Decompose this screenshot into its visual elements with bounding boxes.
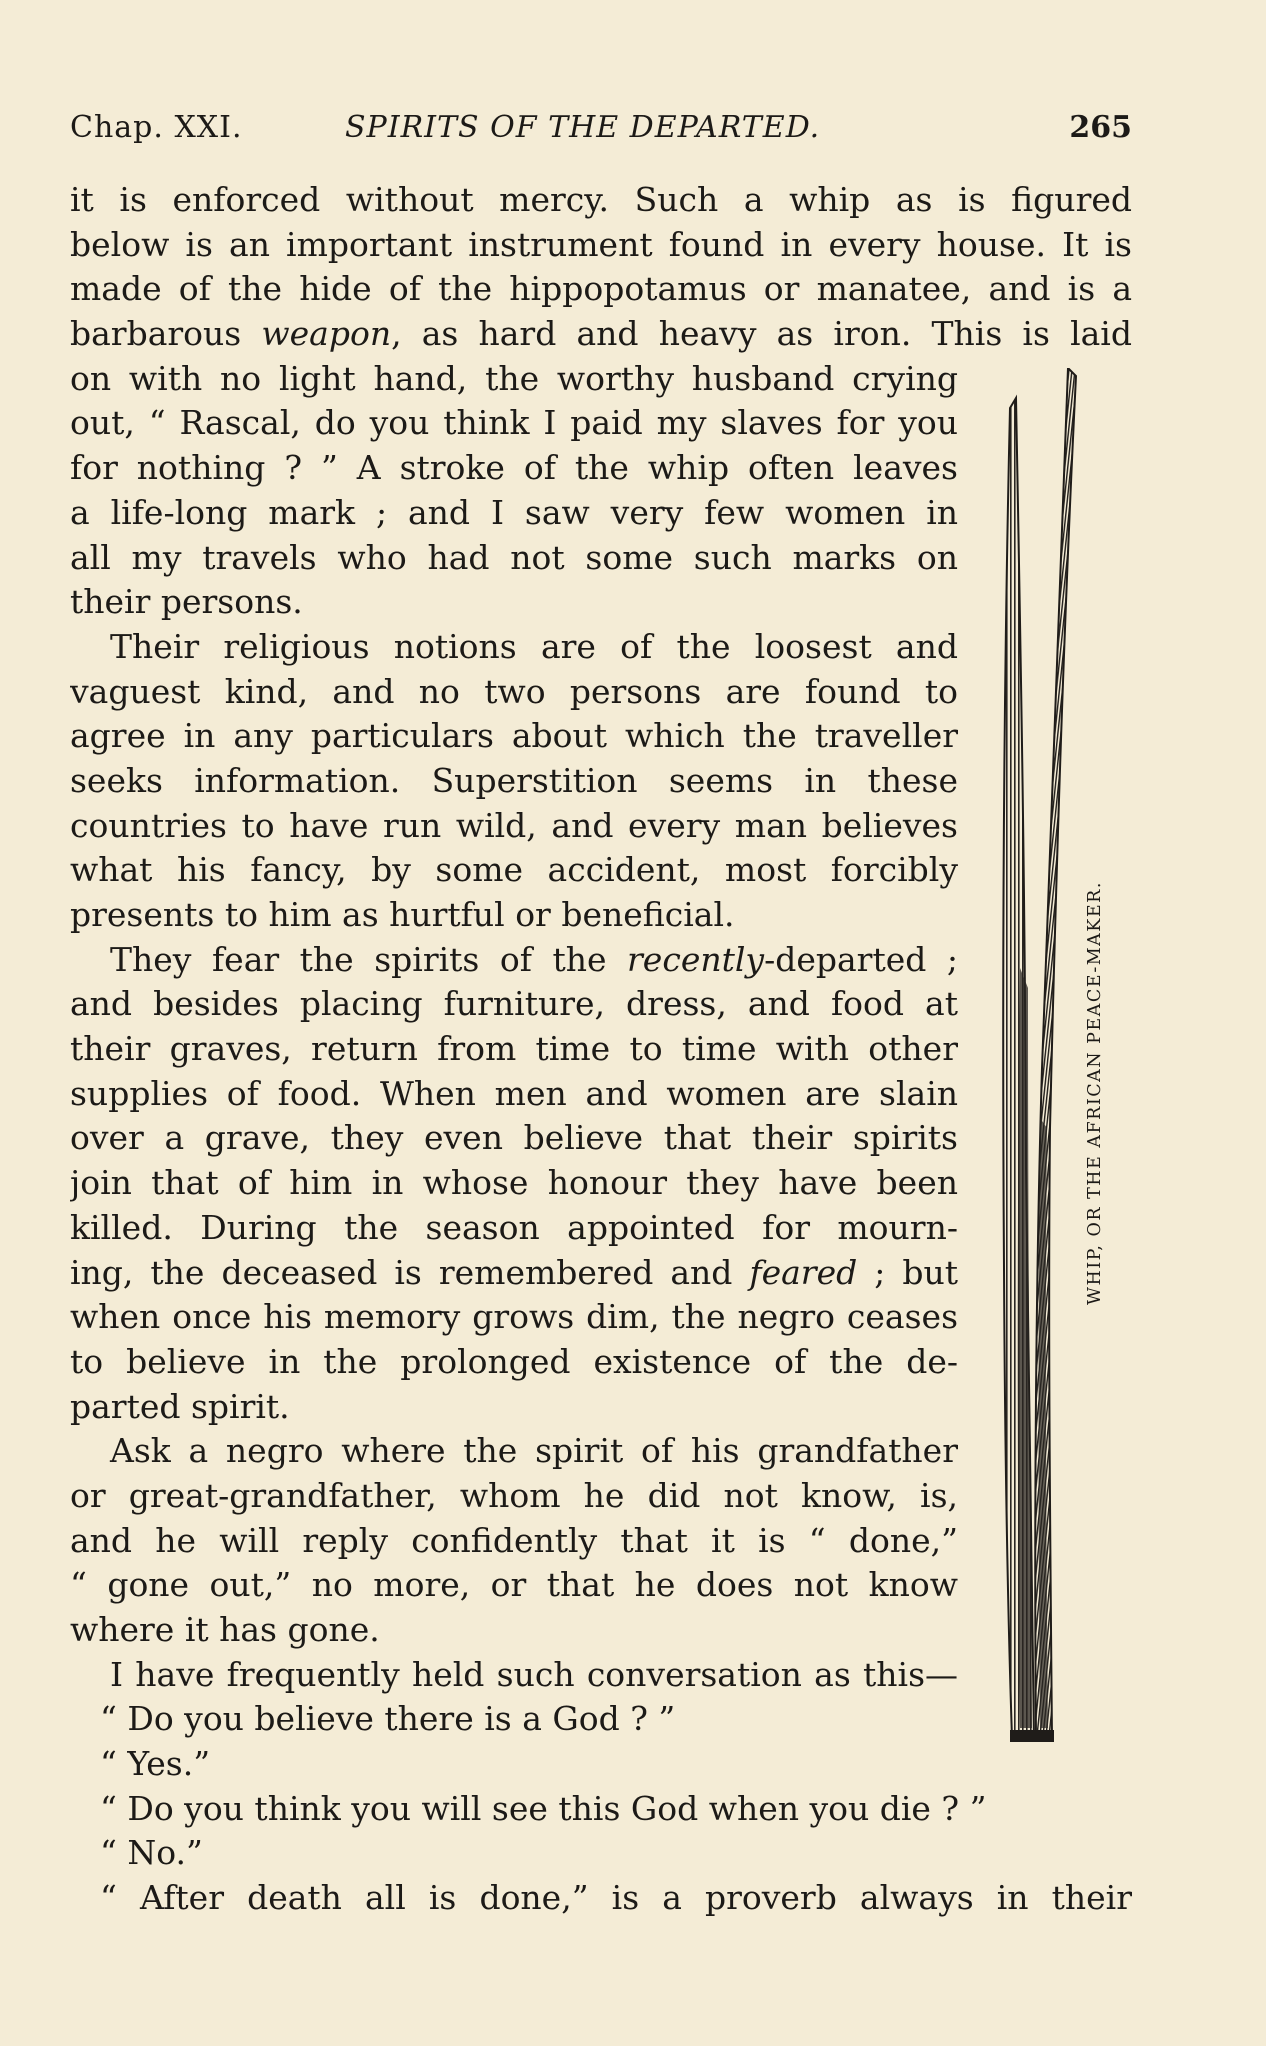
text-line: for nothing ? ” A stroke of the whip often leaves	[70, 448, 958, 488]
text-line: “ Do you believe there is a God ? ”	[100, 1699, 676, 1739]
text-line: “ After death all is done,” is a proverb always in their	[100, 1878, 1132, 1918]
text-line: all my travels who had not some such marks on	[70, 537, 958, 577]
text-line: “ Yes.”	[100, 1744, 211, 1784]
text-line: out, “ Rascal, do you think I paid my slaves for you	[70, 403, 958, 443]
text-line: ing, the deceased is remembered and feared ; but	[70, 1252, 958, 1292]
text-line: join that of him in whose honour they have been	[70, 1163, 958, 1203]
whip-illustration	[990, 368, 1090, 1748]
text-line: on with no light hand, the worthy husband crying	[70, 358, 958, 398]
text-line: presents to him as hurtful or beneficial.	[70, 895, 735, 934]
text-line: “ Do you think you will see this God when you die ? ”	[100, 1788, 987, 1828]
running-title: SPIRITS OF THE DEPARTED.	[345, 110, 821, 145]
page-number: 265	[1069, 110, 1132, 145]
text-line: Their religious notions are of the loosest and	[110, 626, 958, 666]
text-line: I have frequently held such conversation as this—	[110, 1654, 958, 1694]
running-header	[70, 110, 1132, 154]
text-line: below is an important instrument found in every house. It is	[70, 224, 1132, 264]
text-line: or great-grandfather, whom he did not know, is,	[70, 1475, 958, 1515]
text-line: “ gone out,” no more, or that he does not know	[70, 1565, 958, 1605]
text-line: Ask a negro where the spirit of his grandfather	[110, 1431, 958, 1471]
chapter-label: Chap. XXI.	[70, 110, 243, 145]
text-line: agree in any particulars about which the traveller	[70, 716, 958, 756]
text-line: barbarous weapon, as hard and heavy as iron. This is laid	[70, 314, 1132, 354]
text-line: “ No.”	[100, 1833, 203, 1873]
text-line: seeks information. Superstition seems in these	[70, 760, 958, 800]
text-line: what his fancy, by some accident, most forcibly	[70, 850, 958, 890]
text-line: their persons.	[70, 582, 303, 622]
text-line: vaguest kind, and no two persons are found to	[70, 671, 958, 711]
text-line: their graves, return from time to time with other	[70, 1029, 958, 1069]
text-line: to believe in the prolonged existence of the de-	[70, 1341, 958, 1381]
text-line: supplies of food. When men and women are slain	[70, 1073, 958, 1113]
text-line: made of the hide of the hippopotamus or manatee, and is a	[70, 269, 1132, 309]
text-line: over a grave, they even believe that their spirits	[70, 1118, 958, 1158]
text-line: They fear the spirits of the recently-departed ;	[110, 939, 958, 979]
text-line: parted spirit.	[70, 1386, 290, 1426]
text-line: where it has gone.	[70, 1610, 380, 1649]
figure-caption: WHIP, OR THE AFRICAN PEACE-MAKER.	[1085, 881, 1105, 1305]
text-line: when once his memory grows dim, the negro ceases	[70, 1297, 958, 1337]
body-text	[70, 178, 1132, 1921]
text-line: and besides placing furniture, dress, and food at	[70, 984, 958, 1024]
text-line: it is enforced without mercy. Such a whip as is figured	[70, 180, 1132, 219]
text-line: countries to have run wild, and every man believes	[70, 805, 958, 845]
text-line: and he will reply confidently that it is “ done,”	[70, 1520, 958, 1560]
text-line: killed. During the season appointed for mourn-	[70, 1207, 958, 1247]
text-line: a life-long mark ; and I saw very few women in	[70, 492, 958, 532]
